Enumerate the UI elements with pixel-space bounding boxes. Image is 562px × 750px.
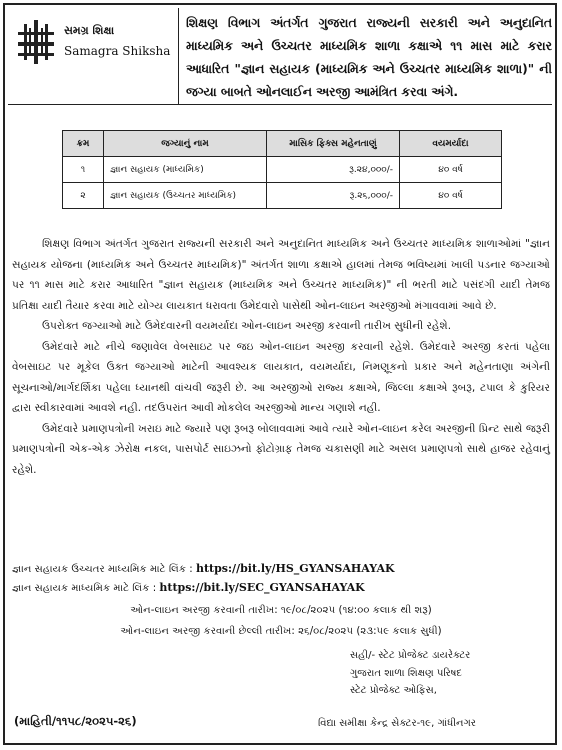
table-row bbox=[63, 157, 502, 183]
application-dates bbox=[12, 600, 550, 642]
higher-secondary-link[interactable]: https://bit.ly/HS_GYANSAHAYAK bbox=[195, 562, 395, 575]
signature-line: ગુજરાત શાળા શિક્ષણ પરિષદ bbox=[350, 667, 463, 679]
reference-number: (માહિતી/૧૧૫૮/૨૦૨૫-૨૬) bbox=[14, 714, 137, 728]
notice-header bbox=[8, 8, 552, 105]
logo-text-gujarati: સમગ્ર શિક્ષા bbox=[64, 24, 115, 37]
notice-body bbox=[12, 234, 550, 480]
link-label: જ્ઞાન સહાયક માધ્યમિક માટે લિંક : bbox=[12, 583, 157, 594]
paragraph-verification: ઉમેદવારે પ્રમાણપત્રોની ખરાઇ માટે જ્યારે પણ રૂબરૂ બોલાવવામાં આવે ત્યારે ઓન-લાઇન કરેલ અરજીની પ્રિન્ટ સાથે જરૂરી પ્રમાણપત્રોની એક-એક ઝેરોક્ષ નકલ, પાસપોર્ટ સાઇઝનો ફોટોગ્રાફ તેમજ ચકાસણી માટે અસલ પ્રમાણપત્રો સાથે હાજર રહેવાનું રહેશે. bbox=[12, 422, 550, 476]
table-header-row bbox=[63, 131, 502, 157]
link-label: જ્ઞાન સહાયક ઉચ્ચતર માધ્યમિક માટે લિંક : bbox=[12, 564, 193, 575]
table-cell: જ્ઞાન સહાયક (ઉચ્ચતર માધ્યમિક) bbox=[104, 183, 267, 209]
signature-block bbox=[350, 647, 550, 700]
paragraph-age-limit: ઉપરોક્ત જગ્યાઓ માટે ઉમેદવારની વયમર્યાદા ઓન-લાઇન અરજી કરવાની તારીખ સુધીની રહેશે. bbox=[42, 320, 452, 332]
table-header-cell: માસિક ફિક્સ મહેનતાણું bbox=[267, 131, 400, 157]
table-cell: રૂ.૨૬,૦૦૦/- bbox=[267, 183, 400, 209]
table-cell: જ્ઞાન સહાયક (માધ્યમિક) bbox=[104, 157, 267, 183]
notice-title: શિક્ષણ વિભાગ અંતર્ગત ગુજરાત રાજ્યની સરકારી અને અનુદાનિત માધ્યમિક અને ઉચ્ચતર માધ્યમિક શાળા કક્ષાએ ૧૧ માસ માટે કરાર આધારિત "જ્ઞાન સહાયક (માધ્યમિક અને ઉચ્ચતર માધ્યમિક શાળા)" ની જગ્યા બાબતે ઓનલાઈન અરજી આમંત્રિત કરવા અંગે. bbox=[186, 16, 552, 99]
header-divider bbox=[178, 8, 179, 104]
paragraph-instructions: ઉમેદવારે માટે નીચે જણાવેલ વેબસાઇટ પર જઇ ઓન-લાઇન અરજી કરવાની રહેશે. ઉમેદવારે અરજી કરતાં પહેલા વેબસાઇટ પર મૂકેલ ઉક્ત જગ્યાઓ માટેની આવશ્યક લાયકાત, વયમર્યાદા, નિમણૂકનો પ્રકાર અને મહેનતાણા અંગેની સૂચનાઓ/માર્ગદર્શિકા પહેલા ધ્યાનથી વાંચવી જરૂરી છે. આ અરજીઓ રાજ્ય કક્ષાએ, જિલ્લા કક્ષાએ રૂબરૂ, ટપાલ કે કુરિયર દ્વારા સ્વીકારવામાં આવશે નહી. તદઉપરાંત આવી મોકલેલ અરજીઓ માન્ય ગણાશે નહી. bbox=[12, 340, 550, 414]
table-cell: ૨ bbox=[63, 183, 104, 209]
signature-line: સહી/- સ્ટેટ પ્રોજેક્ટ ડાયરેક્ટર bbox=[350, 650, 471, 661]
paragraph-intro: શિક્ષણ વિભાગ અંતર્ગત ગુજરાત રાજ્યની સરકારી અને અનુદાનિત માધ્યમિક અને ઉચ્ચતર માધ્યમિક શાળાઓમાં "જ્ઞાન સહાયક યોજના (માધ્યમિક અને ઉચ્ચતર માધ્યમિક)" અંતર્ગત શાળા કક્ષાએ હાલમાં તેમજ ભવિષ્યમાં ખાલી પડનાર જગ્યાઓ પર ૧૧ માસ માટે કરાર આધારિત "જ્ઞાન સહાયક (માધ્યમિક અને ઉચ્ચતર માધ્યમિક)" ની ભરતી માટે પસંદગી યાદી તેમજ પ્રતિક્ષા યાદી તૈયાર કરવા માટે યોગ્ય લાયકાત ધરાવતા ઉમેદવારો પાસેથી ઓન-લાઇન અરજીઓ મંગાવવામાં આવે છે. bbox=[12, 238, 550, 312]
signature-line: સ્ટેટ પ્રોજેક્ટ ઓફિસ, bbox=[350, 685, 437, 696]
table-cell: ૪૦ વર્ષ bbox=[400, 183, 502, 209]
link-row-secondary bbox=[12, 579, 550, 598]
samagra-shiksha-logo bbox=[12, 14, 182, 74]
table-row bbox=[63, 183, 502, 209]
posts-table bbox=[62, 130, 502, 209]
application-links bbox=[12, 560, 550, 598]
secondary-link[interactable]: https://bit.ly/SEC_GYANSAHAYAK bbox=[159, 581, 365, 594]
logo-text-english: Samagra Shiksha bbox=[64, 44, 171, 58]
table-cell: ૪૦ વર્ષ bbox=[400, 157, 502, 183]
signature-address: વિદ્યા સમીક્ષા કેન્દ્ર સેક્ટર-૧૯, ગાંધીનગર bbox=[318, 718, 476, 729]
end-date: ઓન-લાઇન અરજી કરવાની છેલ્લી તારીખ: ૨૬/૦૮/૨૦૨૫ (૨૩:૫૯ કલાક સુધી) bbox=[120, 626, 442, 637]
table-cell: રૂ.૨૪,૦૦૦/- bbox=[267, 157, 400, 183]
table-header-cell: વયમર્યાદા bbox=[400, 131, 502, 157]
table-cell: ૧ bbox=[63, 157, 104, 183]
link-row-higher-secondary bbox=[12, 560, 550, 579]
logo-mark-icon bbox=[16, 18, 56, 66]
table-header-cell: જગ્યાનું નામ bbox=[104, 131, 267, 157]
table-header-cell: ક્રમ bbox=[63, 131, 104, 157]
start-date: ઓન-લાઇન અરજી કરવાની તારીખ: ૧૯/૦૮/૨૦૨૫ (૧૪:૦૦ કલાક થી શરૂ) bbox=[130, 605, 432, 616]
